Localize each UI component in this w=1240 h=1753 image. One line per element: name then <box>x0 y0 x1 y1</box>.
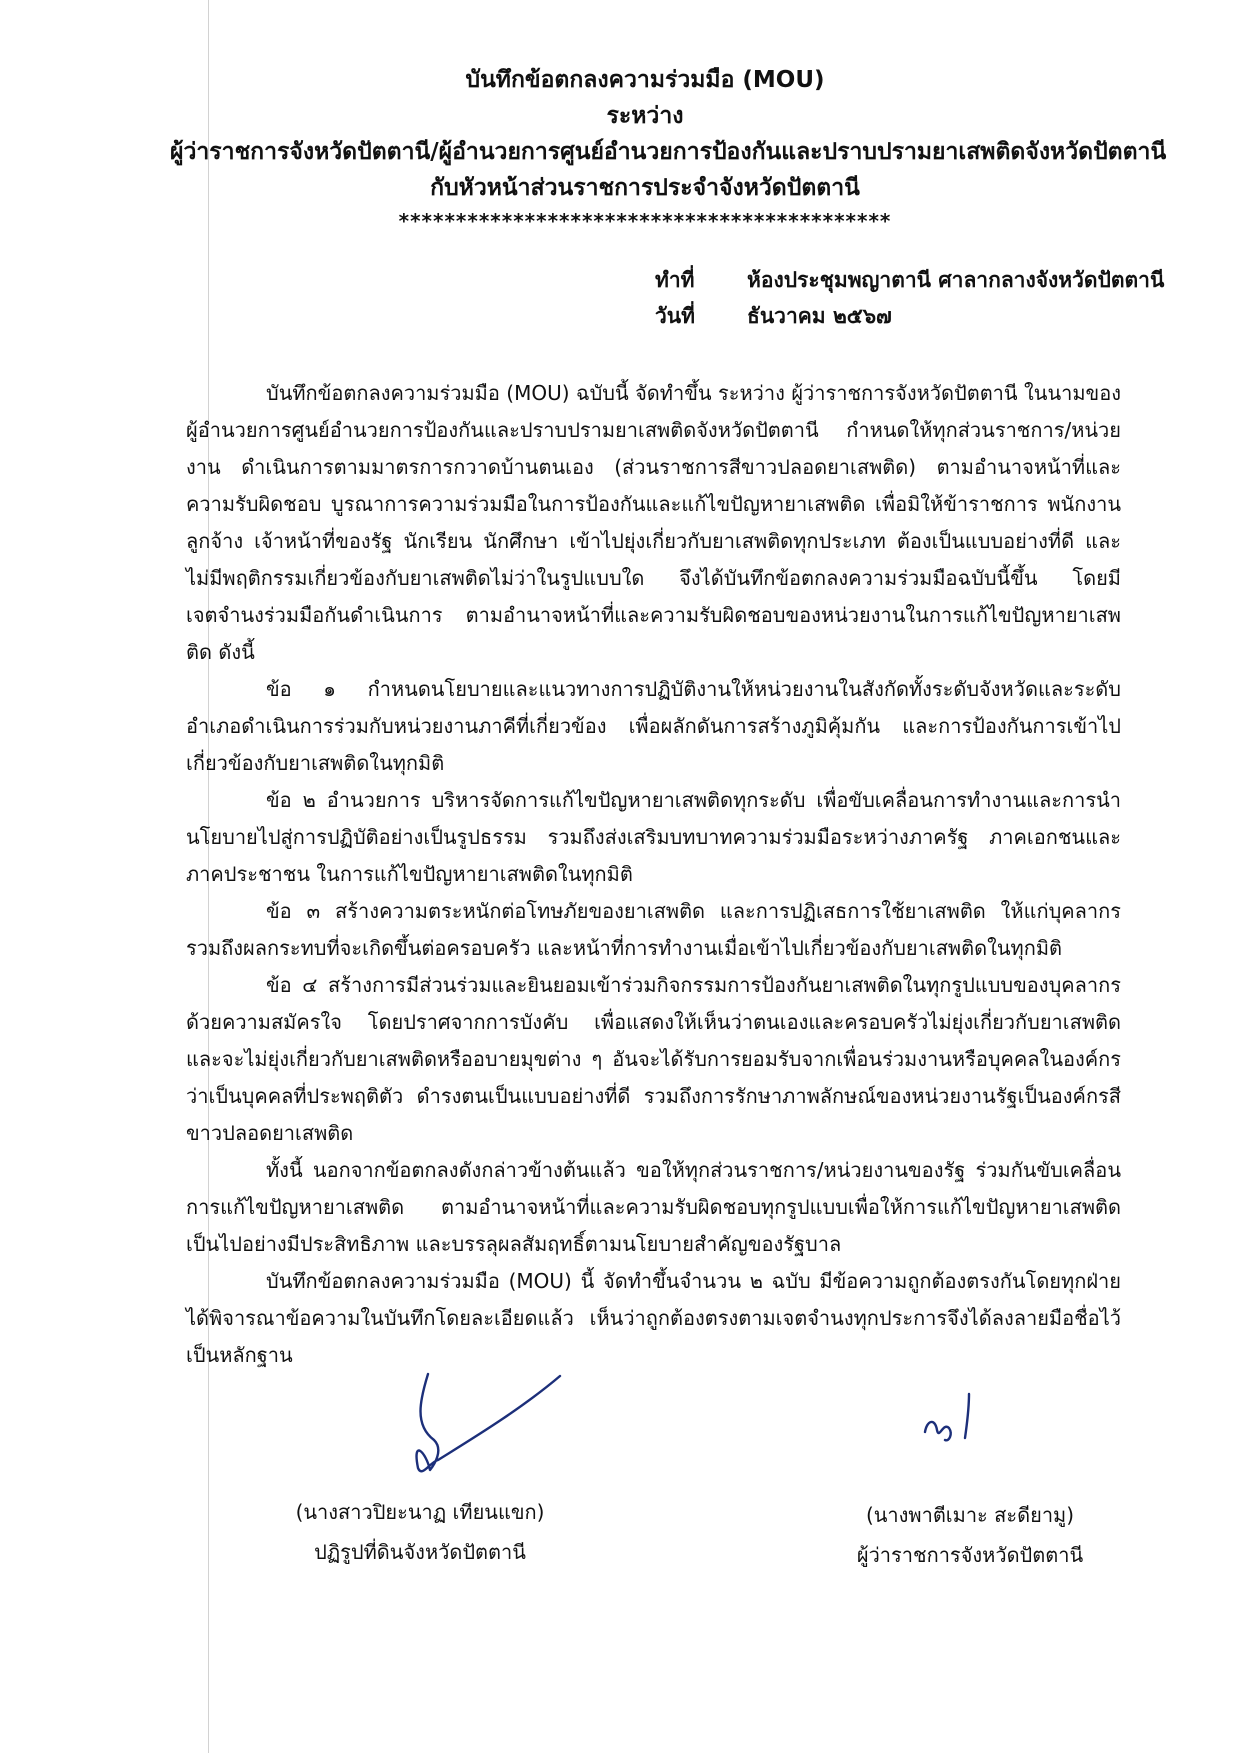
right-signatory-position: ผู้ว่าราชการจังหวัดปัตตานี <box>856 1543 1084 1567</box>
left-signatory-name: (นางสาวปิยะนาฏ เทียนแขก) <box>295 1500 545 1524</box>
document-meta <box>655 262 1164 334</box>
left-handwritten-signature <box>400 1370 570 1485</box>
clause-1: ข้อ ๑ กำหนดนโยบายและแนวทางการปฏิบัติงานให้หน่วยงานในสังกัดทั้งระดับจังหวัดและระดับอำเภอดำเนินการร่วมกับหน่วยงานภาคีที่เกี่ยวข้อง เพื่อผลักดันการสร้างภูมิคุ้มกัน และการป้องกันการเข้าไปเกี่ยวข้องกับยาเสพติดในทุกมิติ <box>186 677 1121 775</box>
intro-paragraph: บันทึกข้อตกลงความร่วมมือ (MOU) ฉบับนี้ จัดทำขึ้น ระหว่าง ผู้ว่าราชการจังหวัดปัตตานี ในนามของผู้อำนวยการศูนย์อำนวยการป้องกันและปราบปรามยาเสพติดจังหวัดปัตตานี กำหนดให้ทุกส่วนราชการ/หน่วยงาน ดำเนินการตามมาตรการกวาดบ้านตนเอง (ส่วนราชการสีขาวปลอดยาเสพติด) ตามอำนาจหน้าที่และความรับผิดชอบ บูรณาการความร่วมมือในการป้องกันและแก้ไขปัญหายาเสพติด เพื่อมิให้ข้าราชการ พนักงาน ลูกจ้าง เจ้าหน้าที่ของรัฐ นักเรียน นักศึกษา เข้าไปยุ่งเกี่ยวกับยาเสพติดทุกประเภท ต้องเป็นแบบอย่างที่ดี และไม่มีพฤติกรรมเกี่ยวข้องกับยาเสพติดไม่ว่าในรูปแบบใด จึงได้บันทึกข้อตกลงความร่วมมือฉบับนี้ขึ้น โดยมีเจตจำนงร่วมมือกันดำเนินการ ตามอำนาจหน้าที่และความรับผิดชอบของหน่วยงานในการแก้ไขปัญหายาเสพติด ดังนี้ <box>186 381 1121 664</box>
clause-2: ข้อ ๒ อำนวยการ บริหารจัดการแก้ไขปัญหายาเสพติดทุกระดับ เพื่อขับเคลื่อนการทำงานและการนำนโยบายไปสู่การปฏิบัติอย่างเป็นรูปธรรม รวมถึงส่งเสริมบทบาทความร่วมมือระหว่างภาครัฐ ภาคเอกชนและภาคประชาชน ในการแก้ไขปัญหายาเสพติดในทุกมิติ <box>186 788 1121 886</box>
place-row <box>655 262 1164 298</box>
date-value: ธันวาคม ๒๕๖๗ <box>747 304 892 328</box>
clause-4: ข้อ ๔ สร้างการมีส่วนร่วมและยินยอมเข้าร่วมกิจกรรมการป้องกันยาเสพติดในทุกรูปแบบของบุคลากรด้วยความสมัครใจ โดยปราศจากการบังคับ เพื่อแสดงให้เห็นว่าตนเองและครอบครัวไม่ยุ่งเกี่ยวกับยาเสพติด และจะไม่ยุ่งเกี่ยวกับยาเสพติดหรืออบายมุขต่าง ๆ อันจะได้รับการยอมรับจากเพื่อนร่วมงานหรือบุคคลในองค์กรว่าเป็นบุคคลที่ประพฤติตัว ดำรงตนเป็นแบบอย่างที่ดี รวมถึงการรักษาภาพลักษณ์ของหน่วยงานรัฐเป็นองค์กรสีขาวปลอดยาเสพติด <box>186 973 1121 1145</box>
closing-paragraph-2: บันทึกข้อตกลงความร่วมมือ (MOU) นี้ จัดทำขึ้นจำนวน ๒ ฉบับ มีข้อความถูกต้องตรงกันโดยทุกฝ่ายได้พิจารณาข้อความในบันทึกโดยละเอียดแล้ว เห็นว่าถูกต้องตรงตามเจตจำนงทุกประการจึงได้ลงลายมือชื่อไว้เป็นหลักฐาน <box>186 1269 1121 1367</box>
place-label: ทำที่ <box>655 268 695 292</box>
document-body <box>186 375 1121 1374</box>
signature-section <box>0 1370 1240 1610</box>
closing-paragraph-1: ทั้งนี้ นอกจากข้อตกลงดังกล่าวข้างต้นแล้ว ขอให้ทุกส่วนราชการ/หน่วยงานของรัฐ ร่วมกันขับเคลื่อนการแก้ไขปัญหายาเสพติด ตามอำนาจหน้าที่และความรับผิดชอบทุกรูปแบบเพื่อให้การแก้ไขปัญหายาเสพติดเป็นไปอย่างมีประสิทธิภาพ และบรรลุผลสัมฤทธิ์ตามนโยบายสำคัญของรัฐบาล <box>186 1158 1121 1256</box>
date-row <box>655 298 1164 334</box>
right-handwritten-signature <box>905 1388 995 1458</box>
left-signatory <box>260 1492 580 1572</box>
left-signatory-position: ปฏิรูปที่ดินจังหวัดปัตตานี <box>314 1540 526 1564</box>
right-signatory-name: (นางพาตีเมาะ สะดียามู) <box>865 1503 1075 1527</box>
place-value: ห้องประชุมพญาตานี ศาลากลางจังหวัดปัตตานี <box>747 268 1165 292</box>
clause-3: ข้อ ๓ สร้างความตระหนักต่อโทษภัยของยาเสพติด และการปฏิเสธการใช้ยาเสพติด ให้แก่บุคลากรรวมถึงผลกระทบที่จะเกิดขึ้นต่อครอบครัว และหน้าที่การทำงานเมื่อเข้าไปเกี่ยวข้องกับยาเสพติดในทุกมิติ <box>186 899 1121 960</box>
document-title: บันทึกข้อตกลงความร่วมมือ (MOU) <box>465 67 825 93</box>
party-line-1: ผู้ว่าราชการจังหวัดปัตตานี/ผู้อำนวยการศูนย์อำนวยการป้องกันและปราบปรามยาเสพติดจังหวัดปัตตานี <box>170 139 1167 165</box>
document-header <box>170 62 1167 234</box>
party-line-2: กับหัวหน้าส่วนราชการประจำจังหวัดปัตตานี <box>430 175 860 201</box>
date-label: วันที่ <box>655 304 695 328</box>
header-separator: ******************************************* <box>398 209 892 233</box>
between-label: ระหว่าง <box>606 103 684 129</box>
right-signatory <box>820 1495 1120 1575</box>
